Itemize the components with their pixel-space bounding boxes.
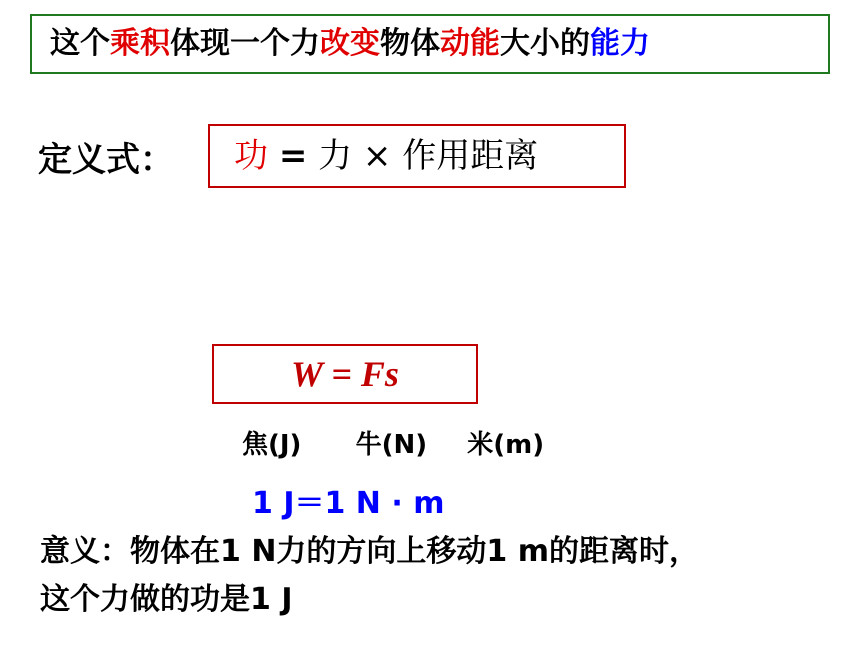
definition-box: [208, 124, 626, 188]
definition-rest: 力 × 作用距离: [318, 136, 539, 176]
summary-part: 大小的: [500, 26, 590, 61]
unit-relation: 1 J＝1 N · m: [252, 486, 445, 521]
summary-part-highlight: 改变: [320, 26, 380, 61]
formula-box: [212, 344, 478, 404]
summary-part-highlight: 动能: [440, 26, 500, 61]
unit-newton: 牛(N): [355, 430, 428, 460]
definition-equals: =: [278, 136, 308, 176]
summary-part: 体现一个力: [170, 26, 320, 61]
unit-joule: 焦(J): [242, 430, 302, 460]
summary-part-highlight: 能力: [590, 26, 650, 61]
summary-part: 这个: [50, 26, 110, 61]
summary-part: 物体: [380, 26, 440, 61]
summary-part-highlight: 乘积: [110, 26, 170, 61]
meaning-line-1: 意义：物体在1 N力的方向上移动1 m的距离时，: [40, 534, 700, 569]
summary-box: [30, 14, 830, 74]
units-row: [242, 424, 544, 461]
unit-meter: 米(m): [467, 430, 545, 460]
meaning-line-2: 这个力做的功是1 J: [40, 582, 293, 617]
formula-text: W = Fs: [291, 354, 399, 394]
meaning-text: [40, 528, 699, 624]
definition-work: 功: [234, 136, 268, 176]
definition-label: 定义式：: [38, 140, 174, 180]
